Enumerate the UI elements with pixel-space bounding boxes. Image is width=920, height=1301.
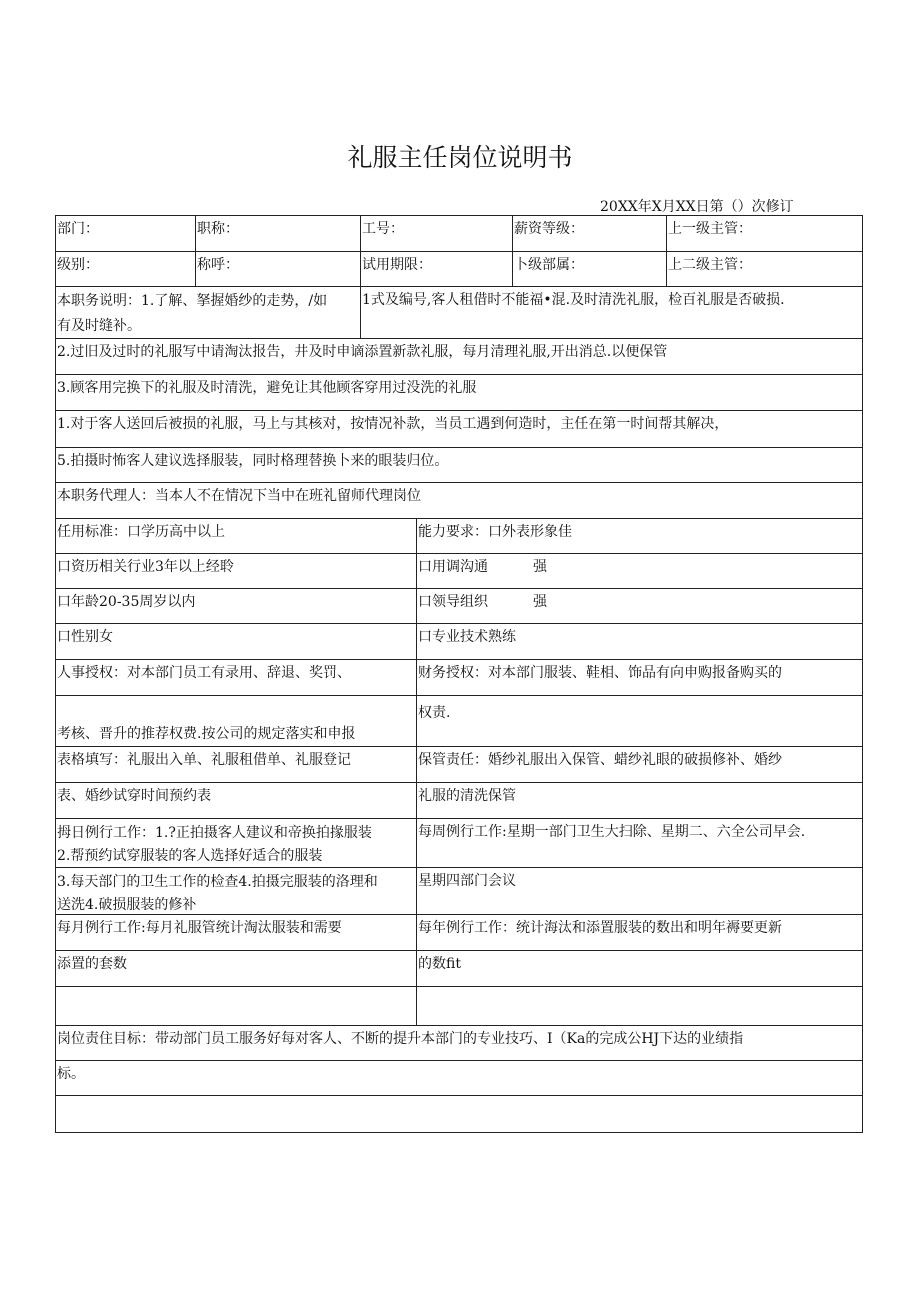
probation-cell: 试用期限： bbox=[360, 251, 513, 287]
empty-cell-right bbox=[416, 986, 863, 1026]
monthly-routine-1: 每月例行工作:每月礼服管统计淘汰服装和需要 bbox=[55, 914, 417, 951]
supervisor1-cell: 上一级主管： bbox=[666, 215, 863, 252]
daily-line: 送洗4.破损服装的修补 bbox=[57, 897, 197, 913]
strong-label: 强 bbox=[533, 559, 547, 575]
goal-1: 岗位责住目标：带动部门员工服务好每对客人、不断的提升本部门的专业技巧、I（Ka的完成公HJ下达的业绩指 bbox=[55, 1025, 863, 1061]
qual-right-2 bbox=[416, 553, 863, 589]
duties-continued-cell: 1式及编号,客人租借时不能福•混.及时清洗礼服，检百礼服是否破损. bbox=[360, 286, 863, 339]
page-title: 礼服主任岗位说明书 bbox=[347, 143, 573, 172]
hr-authority-2: 考核、晋升的推荐权费.按公司的规定落实和申报 bbox=[55, 695, 417, 747]
hr-authority-1: 人事授权：对本部门员工有录用、辞退、奖罚、 bbox=[55, 659, 417, 696]
duties-line: 本职务说明：1.了解、拏握婚纱的走势，/如 bbox=[57, 293, 328, 309]
yearly-routine-2: 的数fit bbox=[416, 950, 863, 987]
qual-right-3 bbox=[416, 588, 863, 624]
monthly-routine-2: 添置的套数 bbox=[55, 950, 417, 987]
qual-left-2: 口资历相关行业3年以上经聆 bbox=[55, 553, 417, 589]
daily-line: 拇日例行工作：1.?正拍摄客人建议和帝换拍掾服装 bbox=[57, 825, 372, 841]
daily-line: 3.每天部门的卫生工作的检查4.拍摄完服装的洛理和 bbox=[57, 874, 378, 890]
weekly-routine-2: 星期四部门会议 bbox=[416, 867, 863, 915]
subordinates-cell: 卜级部属： bbox=[512, 251, 667, 287]
daily-routine-1 bbox=[55, 818, 417, 868]
qual-left-4: 口性别女 bbox=[55, 623, 417, 660]
duties-description-cell bbox=[55, 286, 361, 339]
finance-authority-1: 财务授权：对本部门服装、鞋相、饰品有向申购报备购买的 bbox=[416, 659, 863, 696]
goal-2: 标。 bbox=[55, 1060, 863, 1096]
strong-label: 强 bbox=[533, 594, 547, 610]
qual-left-1: 任用标准：口学历高中以上 bbox=[55, 518, 417, 554]
duty-item-5: 5.拍摄时怖客人建议选择服装，同时格理替换卜来的眼装归位。 bbox=[55, 447, 863, 483]
duty-item-2: 2.过旧及过时的礼服写中请淘汰报告，井及时申谪添置新款礼服，每月清理礼服,开出消总.以便保管 bbox=[55, 338, 863, 375]
qual-text: 口用调沟通 bbox=[418, 559, 488, 575]
daily-line: 2.帮预约试穿服装的客人选择好适合的服装 bbox=[57, 848, 323, 864]
dept-cell: 部门： bbox=[55, 215, 196, 252]
daily-routine-2 bbox=[55, 867, 417, 915]
revision-note: 20XX年X月XX日第（）次修订 bbox=[600, 199, 794, 215]
forms-2: 表、婚纱试穿时间预约表 bbox=[55, 782, 417, 819]
title-cell: 职称： bbox=[195, 215, 361, 252]
proxy-cell: 本职务代理人：当本人不在情况下当中在班礼留师代理岗位 bbox=[55, 482, 863, 519]
qual-right-4: 口专业技术熟练 bbox=[416, 623, 863, 660]
level-cell: 级别： bbox=[55, 251, 196, 287]
salutation-cell: 称呼： bbox=[195, 251, 361, 287]
yearly-routine-1: 每年例行工作：统计海汰和添置服装的数出和明年褥要更新 bbox=[416, 914, 863, 951]
qual-left-3: 口年龄20-35周岁以内 bbox=[55, 588, 417, 624]
qual-right-1: 能力要求：口外表形象佳 bbox=[416, 518, 863, 554]
weekly-routine-1: 每周例行工作:星期一部门卫生大扫除、星期二、六全公司早会. bbox=[416, 818, 863, 868]
qual-text: 口领导组织 bbox=[418, 594, 488, 610]
custody-1: 保管责任：婚纱礼服出入保管、蜡纱礼眼的破损修补、婚纱 bbox=[416, 746, 863, 783]
duties-line: 有及时缝补。 bbox=[57, 318, 141, 334]
supervisor2-cell: 上二级主管： bbox=[666, 251, 863, 287]
finance-authority-2: 权责. bbox=[416, 695, 863, 747]
salary-grade-cell: 薪资等级： bbox=[512, 215, 667, 252]
empty-cell-left bbox=[55, 986, 417, 1026]
forms-1: 表格填写：礼服出入单、礼服租借单、礼服登记 bbox=[55, 746, 417, 783]
custody-2: 礼服的清洗保管 bbox=[416, 782, 863, 819]
empty-final-row bbox=[55, 1095, 863, 1133]
duty-item-3: 3.顾客用完换下的礼服及时清洗，避免让其他顾客穿用过没洗的礼服 bbox=[55, 374, 863, 411]
duty-item-4: 1.对于客人送回后被损的礼服，马上与其核对，按情况补款，当员工遇到何造时，主任在第一时间帮其解决， bbox=[55, 410, 863, 448]
employee-id-cell: 工号： bbox=[360, 215, 513, 252]
